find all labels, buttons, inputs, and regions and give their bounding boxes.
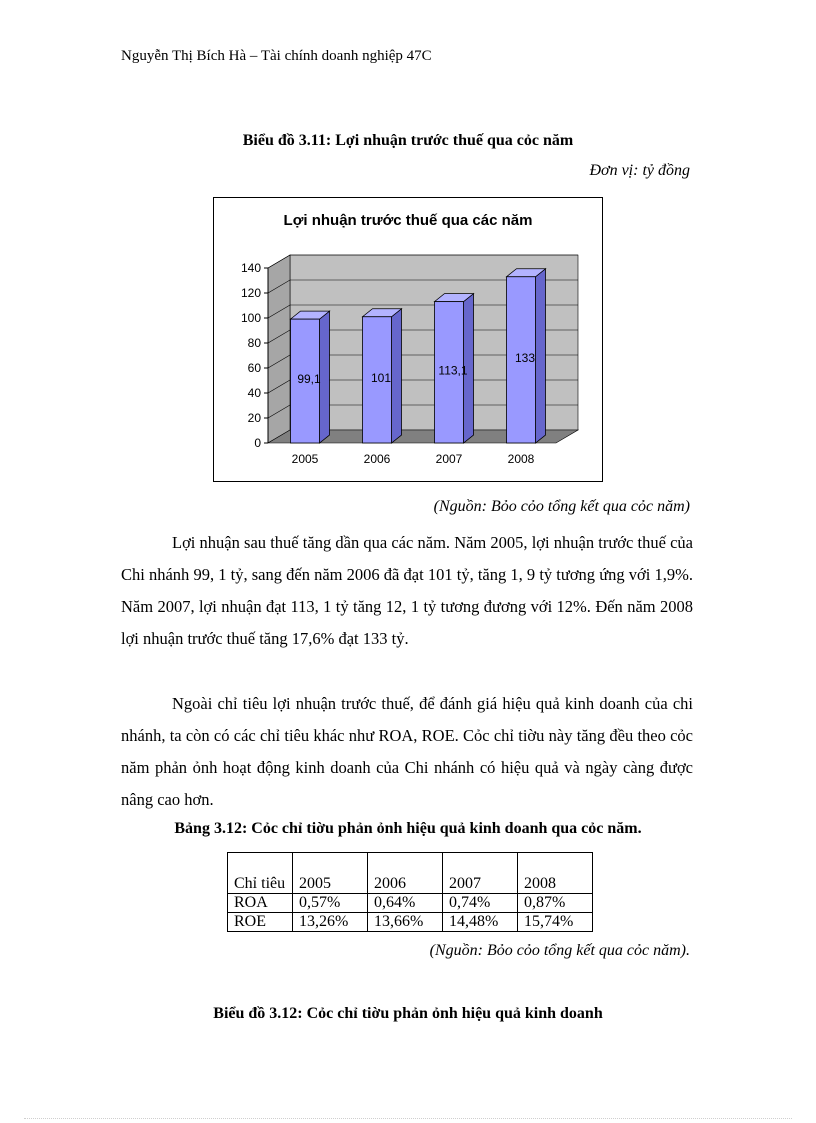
x-tick-label: 2007 [435,452,463,466]
table-cell: 13,26% [293,913,368,932]
page-bottom-line [24,1118,792,1119]
table-header-cell: Chỉ tiêu [228,853,293,894]
paragraph-text: Lợi nhuận sau thuế tăng dần qua các năm. Năm 2005, lợi nhuận trước thuế của Chi nhánh 99, 1 tỷ, sang đến năm 2006 đã đạt 101 tỷ, tăng 1, 9 tỷ tương ứng với 1,9%. Năm 2007, lợi nhuận đạt 113, 1 tỷ tăng 12, 1 tỷ tương đương với 12%. Đến năm 2008 lợi nhuận trước thuế tăng 17,6% đạt 133 tỷ. [121,533,693,648]
bar-side [536,269,546,443]
bar-side [392,309,402,443]
table-cell: ROE [228,913,293,932]
paragraph-2 [121,688,693,816]
x-tick-label: 2005 [291,452,319,466]
figure-caption-2: Biểu đồ 3.12: Cỏc chỉ tiờu phản ỏnh hiệu quả kinh doanh [213,1005,603,1022]
chart-side-wall [268,255,290,443]
table-caption: Bảng 3.12: Cỏc chỉ tiờu phản ỏnh hiệu quả kinh doanh qua cỏc năm. [174,820,642,837]
table-cell: 0,57% [293,894,368,913]
y-tick-label: 80 [247,336,261,350]
chart-title: Lợi nhuận trước thuế qua các năm [283,212,533,229]
figure-source: (Nguồn: Bỏo cỏo tổng kết qua cỏc năm) [433,498,690,515]
chart-svg [214,198,602,481]
unit-label: Đơn vị: tỷ đồng [589,162,690,179]
x-tick-label: 2008 [507,452,535,466]
bar-data-label: 101 [370,370,392,385]
y-tick-label: 120 [240,286,261,300]
table-cell: 0,87% [518,894,593,913]
paragraph-text: Ngoài chỉ tiêu lợi nhuận trước thuế, để đánh giá hiệu quả kinh doanh của chi nhánh, ta còn có các chỉ tiêu khác như ROA, ROE. Cỏc chỉ tiờu này tăng đều theo cỏc năm phản ỏnh hoạt động kinh doanh của Chi nhánh có hiệu quả và ngày càng được nâng cao hơn. [121,694,693,809]
table-cell: 13,66% [368,913,443,932]
y-tick-label: 60 [247,361,261,375]
table-source: (Nguồn: Bỏo cỏo tổng kết qua cỏc năm). [429,942,690,959]
profit-chart [213,197,603,482]
indicator-table [227,852,593,932]
table-header-cell: 2006 [368,853,443,894]
table-cell: 0,74% [443,894,518,913]
y-tick-label: 20 [247,411,261,425]
table-cell: 14,48% [443,913,518,932]
y-tick-label: 0 [254,436,261,450]
table-cell: ROA [228,894,293,913]
bar-side [320,311,330,443]
bar-data-label: 99,1 [297,372,321,387]
paragraph-1 [121,527,693,655]
table-cell: 15,74% [518,913,593,932]
x-tick-label: 2006 [363,452,391,466]
table-header-cell: 2007 [443,853,518,894]
table-row [228,913,593,932]
table-header-row [228,853,593,894]
bar-data-label: 133 [514,350,536,365]
table-row [228,894,593,913]
bar-data-label: 113,1 [438,363,468,378]
figure-caption: Biểu đồ 3.11: Lợi nhuận trước thuế qua cỏc năm [242,132,574,149]
y-tick-label: 100 [240,311,261,325]
table-header-cell: 2005 [293,853,368,894]
y-tick-label: 140 [240,261,261,275]
y-tick-label: 40 [247,386,261,400]
table-header-cell: 2008 [518,853,593,894]
page-header: Nguyễn Thị Bích Hà – Tài chính doanh nghiệp 47C [121,48,432,64]
table-cell: 0,64% [368,894,443,913]
